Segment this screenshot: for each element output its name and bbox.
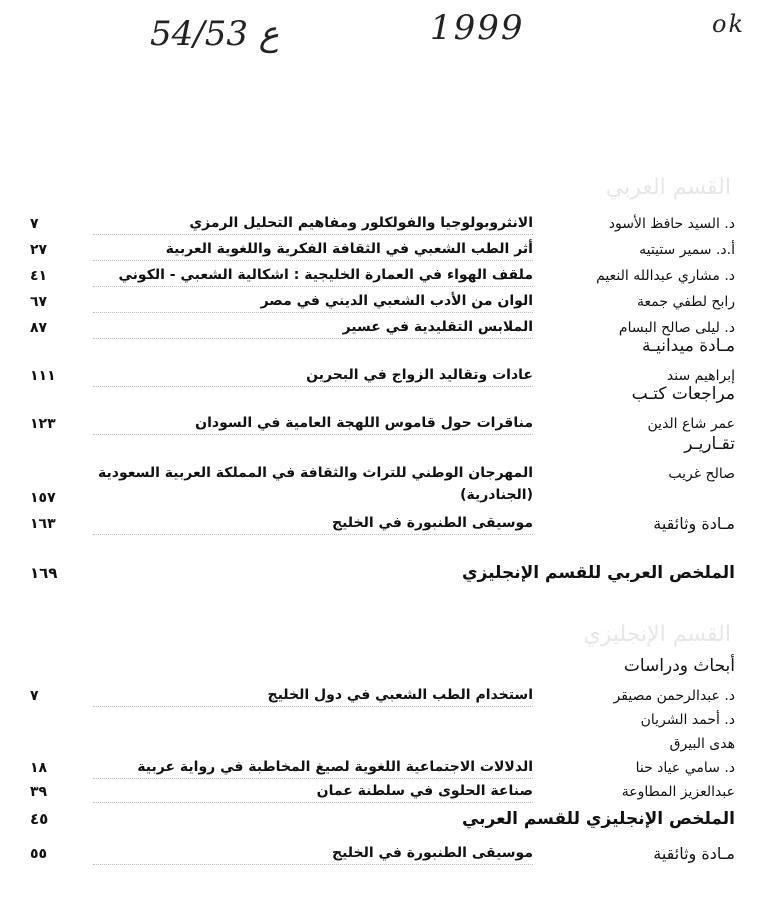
toc-page: ٤١ xyxy=(30,268,48,284)
toc-entry[interactable] xyxy=(30,264,741,288)
toc-author: أ.د. سمير ستيتيه xyxy=(639,242,735,258)
toc-page: ١٦٩ xyxy=(30,564,58,582)
toc-entry[interactable] xyxy=(30,512,741,536)
toc-author: صالح غريب xyxy=(668,466,735,482)
toc-title: ملقف الهواء في العمارة الخليجية : اشكالية الشعبي - الكوني xyxy=(93,264,533,287)
toc-page: ٥٥ xyxy=(30,846,48,862)
toc-page: ٦٧ xyxy=(30,294,48,310)
toc-author: د. السيد حافظ الأسود xyxy=(608,216,735,232)
toc-title: الدلالات الاجتماعية اللغوية لصيغ المخاطبة في رواية عربية xyxy=(93,756,533,779)
toc-author: د. سامي عياد حنا xyxy=(635,760,735,776)
toc-entry[interactable] xyxy=(30,708,741,732)
toc-page: ٣٩ xyxy=(30,784,48,800)
toc-page: ٢٧ xyxy=(30,242,48,258)
toc-title: الانثروبولوجيا والفولكلور ومفاهيم التحليل الرمزي xyxy=(93,212,533,235)
toc-title: أثر الطب الشعبي في الثقافة الفكرية واللغوية العربية xyxy=(93,238,533,261)
toc-page: ٤٥ xyxy=(30,810,49,828)
toc-page: ١٨ xyxy=(30,760,48,776)
arabic-summary-entry[interactable] xyxy=(30,806,741,832)
toc-page: ١١١ xyxy=(30,368,56,384)
toc-title-line: المهرجان الوطني للتراث والثقافة في المملكة العربية السعودية xyxy=(98,465,533,481)
toc-author: إبراهيم سند xyxy=(666,368,735,384)
book-reviews-heading: مراجعات كتـب xyxy=(631,384,735,404)
toc-entry[interactable] xyxy=(30,732,741,756)
toc-entry[interactable] xyxy=(30,212,741,236)
toc-entry[interactable] xyxy=(30,780,741,804)
toc-entry[interactable] xyxy=(30,238,741,262)
toc-author: عمر شاع الدين xyxy=(647,416,735,432)
toc-entry[interactable] xyxy=(30,756,741,780)
toc-entry[interactable] xyxy=(30,684,741,708)
toc-page: ١٥٧ xyxy=(30,490,56,506)
documentary-material-label: مـادة وثائقية xyxy=(653,844,735,863)
handwritten-issue-number: 54/53 ع xyxy=(150,14,280,54)
toc-title xyxy=(93,462,533,506)
handwritten-year: 1999 xyxy=(430,8,525,48)
toc-title-line: (الجنادرية) xyxy=(460,487,533,503)
handwritten-ok-mark: ok xyxy=(712,10,745,38)
toc-title: مناقرات حول قاموس اللهجة العامية في السودان xyxy=(93,412,533,435)
toc-author: عبدالعزيز المطاوعة xyxy=(621,784,735,800)
toc-title: صناعة الحلوى في سلطنة عمان xyxy=(93,780,533,803)
field-material-heading: مـادة ميدانيـة xyxy=(642,336,735,356)
toc-author: د. عبدالرحمن مصيقر xyxy=(613,688,735,704)
toc-page: ٧ xyxy=(30,216,39,232)
toc-title: استخدام الطب الشعبي في دول الخليج xyxy=(93,684,533,707)
toc-entry[interactable] xyxy=(30,290,741,314)
toc-author: د. أحمد الشريان xyxy=(640,712,735,728)
toc-title: موسيقى الطنبورة في الخليج xyxy=(93,842,533,865)
toc-title: الوان من الأدب الشعبي الديني في مصر xyxy=(93,290,533,313)
toc-title: الملابس التقليدية في عسير xyxy=(93,316,533,339)
toc-author: د. مشاري عبدالله النعيم xyxy=(596,268,735,284)
summary-label: الملخص الإنجليزي للقسم العربي xyxy=(461,809,735,829)
toc-author: رابح لطفي جمعة xyxy=(637,294,735,310)
toc-author: هدى البيرق xyxy=(669,736,735,752)
faint-arabic-section-header: القسم العربي xyxy=(605,175,731,200)
toc-page: ٧ xyxy=(30,688,39,704)
toc-title: عادات وتقاليد الزواج في البحرين xyxy=(93,364,533,387)
toc-entry[interactable] xyxy=(30,842,741,866)
toc-page: ٨٧ xyxy=(30,320,48,336)
faint-english-section-header: القسم الإنجليزي xyxy=(583,622,731,647)
english-summary-entry[interactable] xyxy=(30,560,741,586)
toc-entry[interactable] xyxy=(30,316,741,340)
summary-label: الملخص العربي للقسم الإنجليزي xyxy=(461,563,735,583)
toc-title: موسيقى الطنبورة في الخليج xyxy=(93,512,533,535)
reports-heading: تقـاريـر xyxy=(684,434,735,454)
research-heading: أبحاث ودراسات xyxy=(623,656,735,676)
toc-page: ١٢٣ xyxy=(30,416,56,432)
toc-entry[interactable] xyxy=(30,462,741,510)
toc-entry[interactable] xyxy=(30,412,741,436)
toc-page: ١٦٣ xyxy=(30,516,56,532)
documentary-material-label: مـادة وثائقية xyxy=(653,514,735,533)
toc-author: د. ليلى صالح البسام xyxy=(618,320,735,336)
